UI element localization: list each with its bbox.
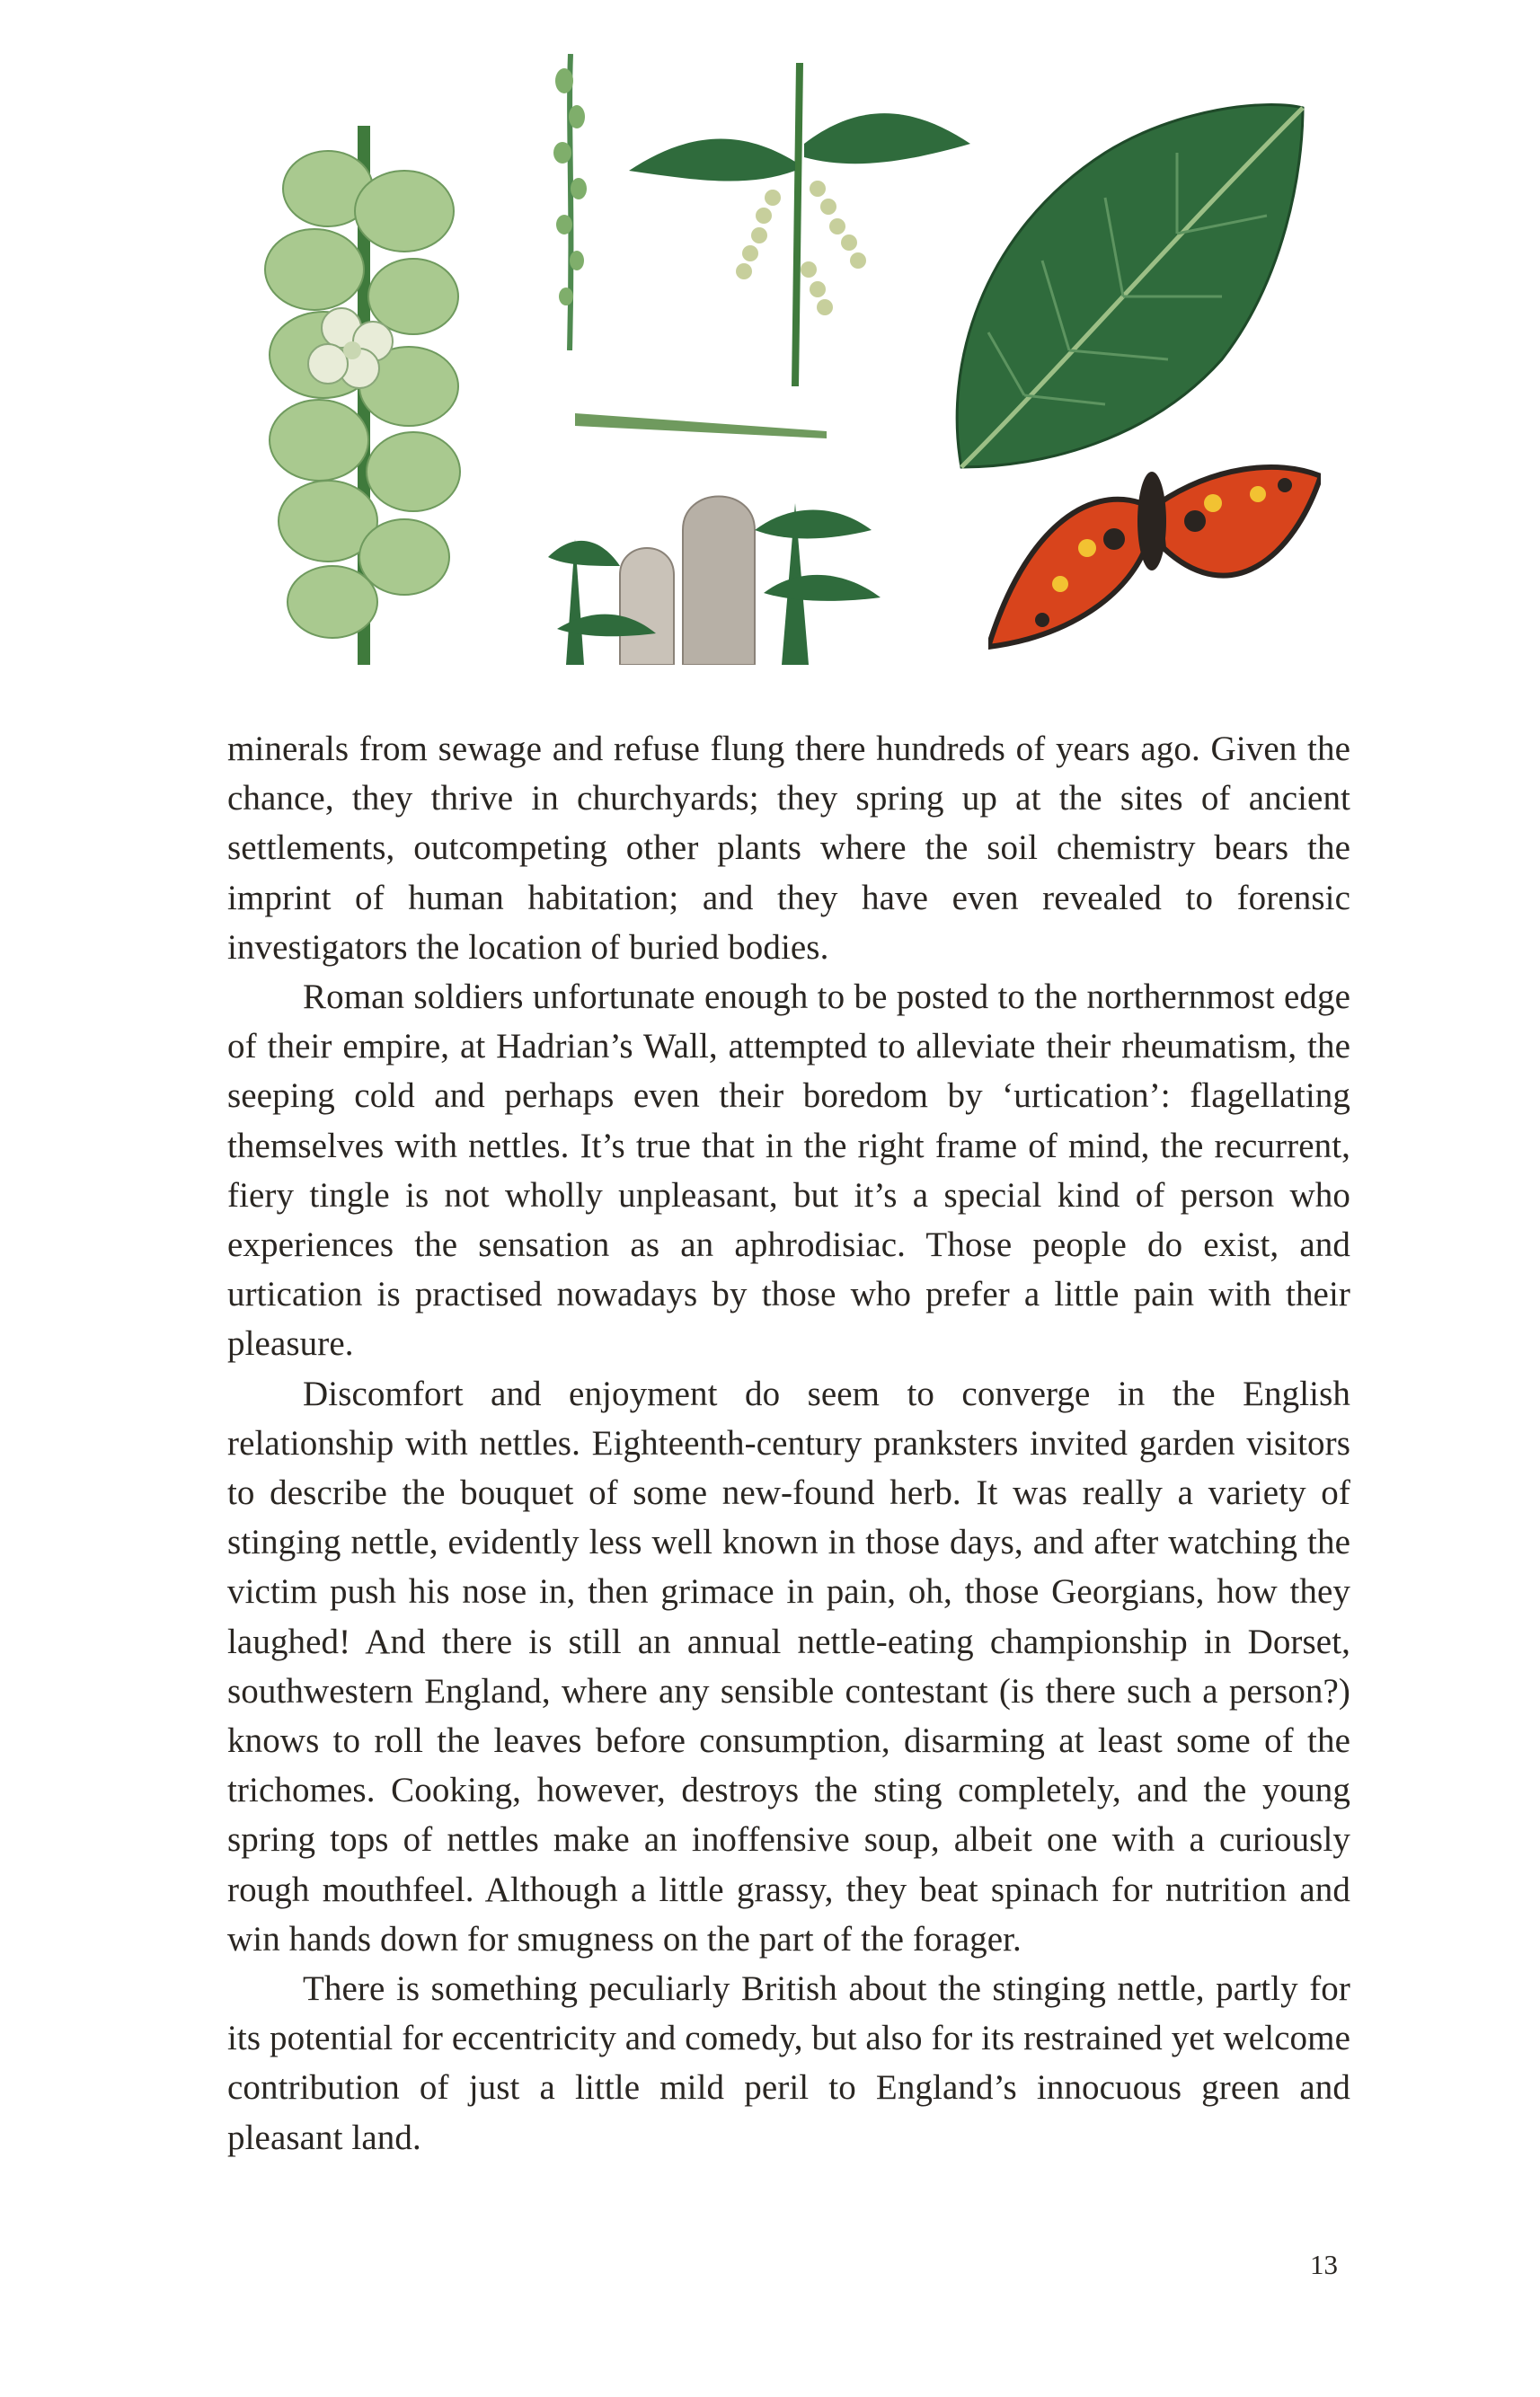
seed-cluster-illustration — [243, 126, 494, 665]
nettle-illustrations — [243, 45, 1321, 674]
body-text — [227, 724, 1350, 2163]
paragraph-3: Discomfort and enjoyment do seem to converge in the English relationship with nettles. Eighteenth-century pranksters invited garden visitors to describe the bouquet of some new-found herb. It was really a variety of stinging nettle, evidently less well known in those days, and after watching the victim push his nose in, then grimace in pain, oh, those Georgians, how they laughed! And there is still an annual nettle-eating championship in Dorset, southwestern England, where any sensible contestant (is there such a person?) knows to roll the leaves before consumption, disarming at least some of the trichomes. Cooking, however, destroys the sting completely, and the young spring tops of nettles make an inoffensive soup, albeit one with a curiously rough mouthfeel. Although a little grassy, they beat spinach for nutrition and win hands down for smugness on the part of the forager. — [227, 1374, 1350, 1959]
stem-fragment-illustration — [575, 395, 827, 449]
paragraph-4: There is something peculiarly British about the stinging nettle, partly for its potential for eccentricity and comedy, but also for its restrained yet welcome contribution of just a little mild peril to England’s innocuous green and pleasant land. — [227, 1969, 1350, 2157]
paragraph-1: minerals from sewage and refuse flung there hundreds of years ago. Given the chance, they thrive in churchyards; they spring up at the sites of ancient settlements, outcompeting other plants where the soil chemistry bears the imprint of human habitation; and they have even revealed to forensic investigators the location of buried bodies. — [227, 730, 1350, 967]
gravestone-nettles-illustration — [548, 449, 889, 665]
catkin-stem-illustration — [629, 63, 970, 386]
page-number: 13 — [1310, 2249, 1338, 2280]
paragraph-2: Roman soldiers unfortunate enough to be posted to the northernmost edge of their empire, at Hadrian’s Wall, attempted to alleviate their rheumatism, the seeping cold and perhaps even their boredom by ‘urtication’: flagellating themselves with nettles. It’s true that in the right frame of mind, the recurrent, fiery tingle is not wholly unpleasant, but it’s a special kind of person who experiences the sensation as an aphrodisiac. Those people do exist, and urtication is practised nowadays by those who prefer a little pain with their pleasure. — [227, 977, 1350, 1364]
butterfly-illustration — [988, 449, 1321, 656]
nettle-leaf-illustration — [925, 99, 1321, 476]
flower-spike-illustration — [539, 54, 602, 350]
